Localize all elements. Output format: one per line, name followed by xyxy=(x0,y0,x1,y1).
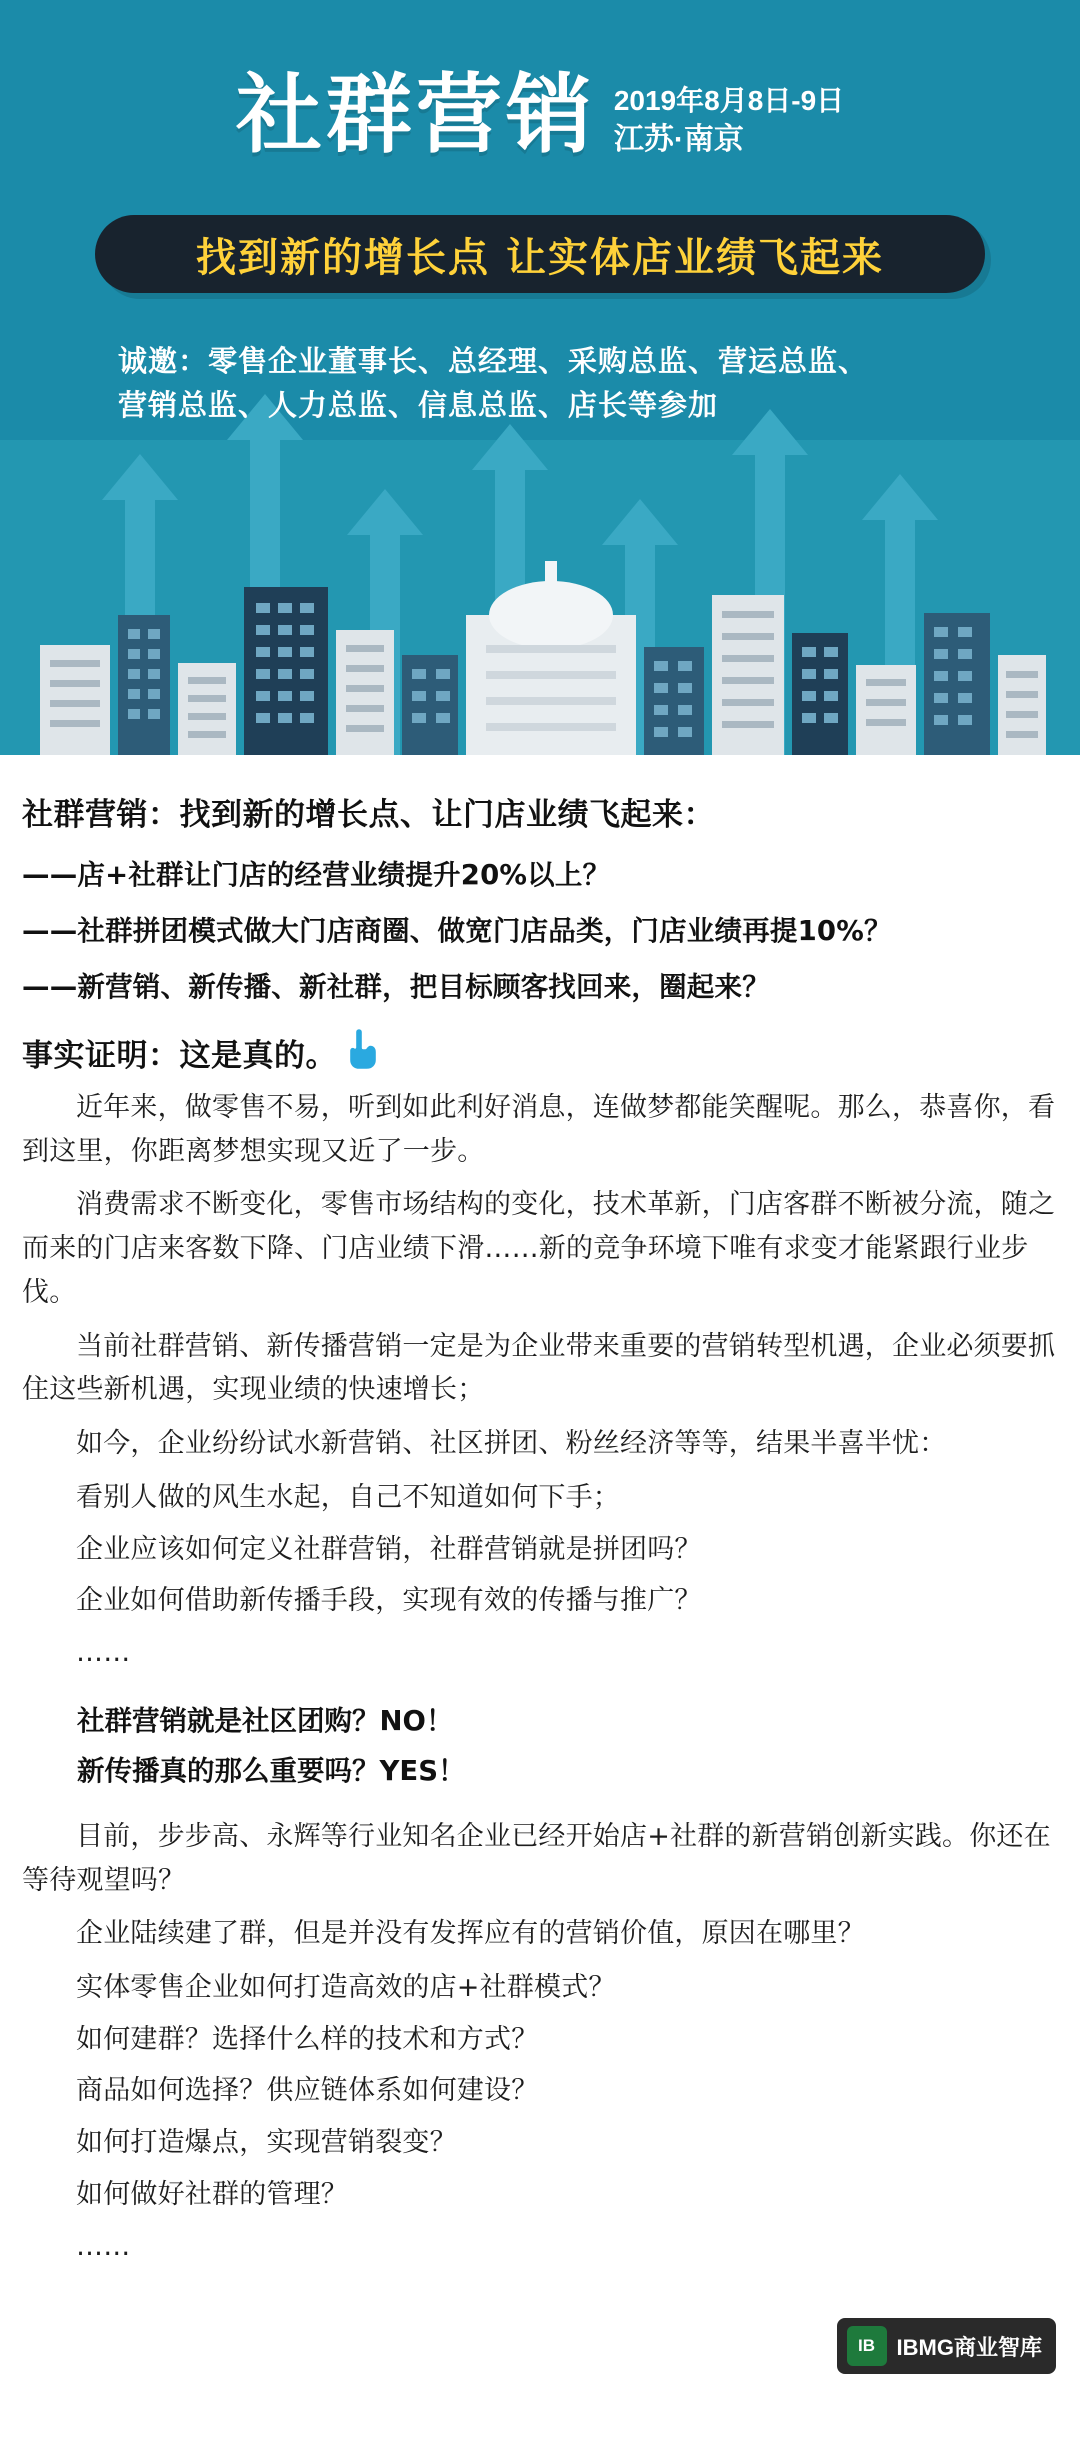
bold-question-1: 社群营销就是社区团购？NO！ xyxy=(77,1704,454,1737)
fact-heading-row xyxy=(22,1028,1058,1076)
hero-slogan-ribbon xyxy=(95,215,985,293)
article-lead-heading: 社群营销：找到新的增长点、让门店业绩飞起来： xyxy=(22,797,715,833)
account-badge[interactable] xyxy=(837,2318,1056,2374)
hero-slogan-text: 找到新的增长点 让实体店业绩飞起来 xyxy=(196,234,884,281)
question-2: 企业应该如何定义社群营销，社群营销就是拼团吗？ xyxy=(76,1533,702,1565)
hero-meta xyxy=(614,72,844,160)
account-logo-icon xyxy=(847,2326,887,2366)
hero-place: 江苏·南京 xyxy=(613,122,744,156)
account-logo-text: IB xyxy=(858,2336,876,2356)
hero-invite-line-2: 营销总监、人力总监、信息总监、店长等参加 xyxy=(118,387,719,422)
paragraph-2: 消费需求不断变化，零售市场结构的变化，技术革新，门店客群不断被分流，随之而来的门店来客数下降、门店业绩下滑……新的竞争环境下唯有求变才能紧跟行业步伐。 xyxy=(22,1189,1056,1308)
hero-title-row xyxy=(0,65,1080,165)
question-3: 企业如何借助新传播手段，实现有效的传播与推广？ xyxy=(76,1585,702,1617)
question-ellipsis-2: …… xyxy=(76,2230,131,2262)
paragraph-1: 近年来，做零售不易，听到如此利好消息，连做梦都能笑醒呢。那么，恭喜你，看到这里，你距离梦想实现又近了一步。 xyxy=(22,1092,1056,1167)
question-5: 如何建群？选择什么样的技术和方式？ xyxy=(76,2023,539,2055)
paragraph-4: 如今，企业纷纷试水新营销、社区拼团、粉丝经济等等，结果半喜半忧： xyxy=(76,1428,947,1460)
dash-line-1: ——店+社群让门店的经营业绩提升20%以上？ xyxy=(22,859,611,891)
hero-banner xyxy=(0,0,1080,755)
footer-area xyxy=(0,2286,1080,2396)
paragraph-6: 企业陆续建了群，但是并没有发挥应有的营销价值，原因在哪里？ xyxy=(76,1918,865,1950)
dash-line-2: ——社群拼团模式做大门店商圈、做宽门店品类，门店业绩再提10%？ xyxy=(22,915,892,947)
account-name: IBMG商业智库 xyxy=(896,2334,1042,2360)
hero-title: 社群营销 xyxy=(235,65,596,165)
question-8: 如何做好社群的管理？ xyxy=(76,2178,348,2210)
city-skyline-illustration xyxy=(0,495,1080,755)
question-4: 实体零售企业如何打造高效的店+社群模式？ xyxy=(76,1972,616,2004)
fact-heading: 事实证明：这是真的。 xyxy=(22,1037,337,1074)
paragraph-3: 当前社群营销、新传播营销一定是为企业带来重要的营销转型机遇，企业必须要抓住这些新机遇，实现业绩的快速增长； xyxy=(22,1330,1056,1406)
question-7: 如何打造爆点，实现营销裂变？ xyxy=(76,2127,457,2159)
hero-date: 2019年8月8日-9日 xyxy=(613,85,845,116)
question-6: 商品如何选择？供应链体系如何建设？ xyxy=(76,2075,539,2107)
article-content xyxy=(0,755,1080,2286)
bold-question-2: 新传播真的那么重要吗？YES！ xyxy=(77,1754,466,1787)
pointing-hand-cursor-icon xyxy=(341,1028,381,1076)
paragraph-5: 目前，步步高、永辉等行业知名企业已经开始店+社群的新营销创新实践。你还在等待观望吗？ xyxy=(22,1820,1051,1896)
dash-line-3: ——新营销、新传播、新社群，把目标顾客找回来，圈起来？ xyxy=(22,971,770,1003)
question-1: 看别人做的风生水起，自己不知道如何下手； xyxy=(76,1481,620,1513)
question-ellipsis-1: …… xyxy=(76,1637,131,1669)
hero-invite-block xyxy=(118,340,978,427)
hero-invite-line-1: 诚邀：零售企业董事长、总经理、采购总监、营运总监、 xyxy=(118,344,869,378)
